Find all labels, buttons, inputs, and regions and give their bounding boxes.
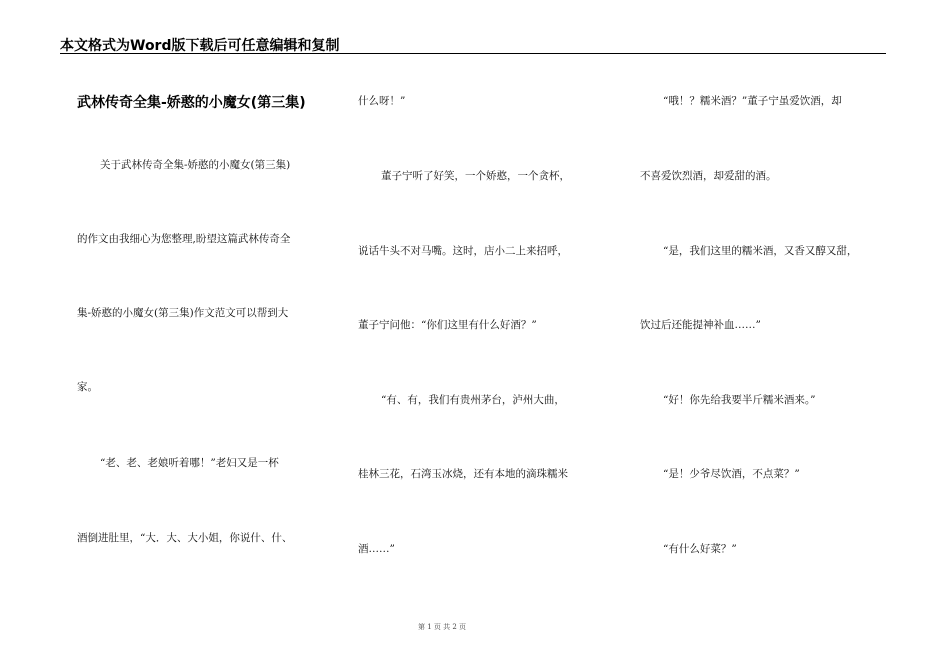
document-header: 本文格式为Word版下载后可任意编辑和复制: [60, 38, 340, 54]
text-line: 不喜爱饮烈酒，却爱甜的酒。: [640, 170, 777, 182]
text-line: 的作文由我细心为您整理,盼望这篇武林传奇全: [77, 233, 291, 245]
text-line: “有什么好菜？”: [663, 543, 737, 555]
page-number: 第 1 页 共 2 页: [417, 623, 467, 631]
text-line: 饮过后还能提神补血……”: [640, 319, 761, 331]
text-line: “哦！？糯米酒？”董子宁虽爱饮酒，却: [663, 95, 842, 107]
text-line: 董子宁听了好笑，一个娇憨，一个贪杯，: [381, 170, 570, 182]
text-line: “好！你先给我要半斤糯米酒来。”: [663, 394, 816, 406]
text-line: “是！少爷尽饮酒，不点菜？”: [663, 468, 800, 480]
text-line: 家。: [77, 381, 98, 393]
text-line: 桂林三花，石湾玉冰烧，还有本地的滴珠糯米: [358, 468, 568, 480]
header-divider: [60, 53, 886, 54]
text-line: 酒……”: [358, 543, 395, 555]
document-title: 武林传奇全集-娇憨的小魔女(第三集): [77, 95, 306, 111]
text-line: “是，我们这里的糯米酒，又香又醇又甜，: [663, 245, 858, 257]
text-line: “有、有，我们有贵州茅台，泸州大曲，: [381, 394, 565, 406]
text-line: 酒倒进肚里，“大．大、大小姐，你说什、什、: [77, 532, 293, 544]
text-line: 什么呀！”: [358, 95, 406, 107]
text-line: 关于武林传奇全集-娇憨的小魔女(第三集): [100, 159, 291, 171]
text-line: 集-娇憨的小魔女(第三集)作文范文可以帮到大: [77, 307, 289, 319]
text-line: 董子宁问他：“你们这里有什么好酒？”: [358, 319, 537, 331]
text-line: 说话牛头不对马嘴。这时，店小二上来招呼，: [358, 245, 568, 257]
text-line: “老、老、老娘听着哪！”老妇又是一杯: [100, 457, 279, 469]
